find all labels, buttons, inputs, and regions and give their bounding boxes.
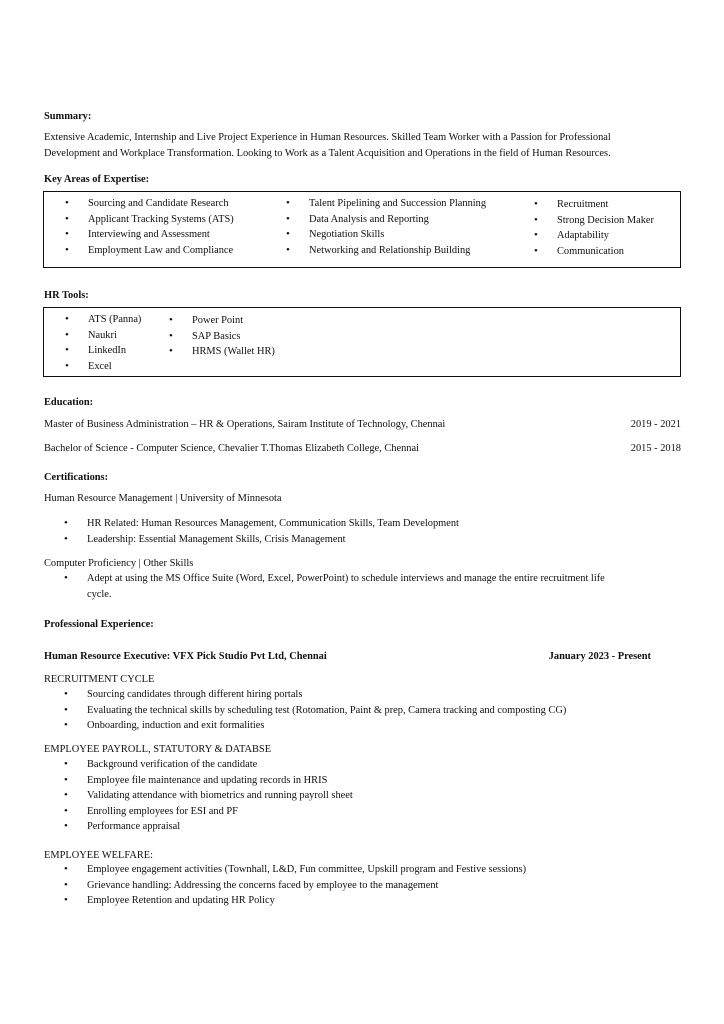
certification-group-title: Human Resource Management | University of Minnesota bbox=[44, 493, 282, 504]
list-item bbox=[64, 571, 605, 602]
list-item: • Applicant Tracking Systems (ATS) bbox=[65, 212, 234, 228]
hr-tools-box bbox=[43, 307, 681, 377]
certification-group-title: Computer Proficiency | Other Skills bbox=[44, 558, 194, 569]
education-row bbox=[44, 417, 681, 433]
experience-section-title: EMPLOYEE PAYROLL, STATUTORY & DATABSE bbox=[44, 744, 272, 755]
list-item: • ATS (Panna) bbox=[65, 312, 141, 328]
list-item: • Employee engagement activities (Townhall, L&D, Fun committee, Upskill program and Festive sessions) bbox=[64, 862, 526, 878]
list-item: • HRMS (Wallet HR) bbox=[169, 344, 275, 360]
list-item: • Networking and Relationship Building bbox=[286, 243, 486, 259]
list-item: • Data Analysis and Reporting bbox=[286, 212, 486, 228]
job-title: Human Resource Executive: VFX Pick Studio Pvt Ltd, Chennai bbox=[44, 651, 327, 662]
job-header bbox=[44, 649, 681, 665]
list-item: • Leadership: Essential Management Skills, Crisis Management bbox=[64, 532, 459, 548]
list-item: • Strong Decision Maker bbox=[534, 213, 654, 229]
list-item: • Adaptability bbox=[534, 228, 654, 244]
education-degree: Bachelor of Science - Computer Science, Chevalier T.Thomas Elizabeth College, Chennai bbox=[44, 443, 419, 454]
experience-section-list bbox=[64, 862, 526, 909]
summary-heading: Summary: bbox=[44, 111, 92, 122]
list-item: • Background verification of the candidate bbox=[64, 757, 353, 773]
expertise-column-2 bbox=[286, 196, 486, 258]
list-item: • Employee file maintenance and updating records in HRIS bbox=[64, 773, 353, 789]
expertise-column-1 bbox=[65, 196, 234, 258]
certifications-heading: Certifications: bbox=[44, 472, 109, 483]
education-degree: Master of Business Administration – HR & Operations, Sairam Institute of Technology, Chennai bbox=[44, 419, 446, 430]
experience-heading: Professional Experience: bbox=[44, 619, 154, 630]
expertise-column-3 bbox=[534, 197, 654, 259]
job-dates: January 2023 - Present bbox=[548, 651, 651, 662]
list-item: • Grievance handling: Addressing the concerns faced by employee to the management bbox=[64, 878, 526, 894]
list-item-line: cycle. bbox=[87, 588, 112, 600]
experience-section-list bbox=[64, 757, 353, 835]
expertise-box bbox=[43, 191, 681, 268]
certification-list bbox=[64, 516, 459, 547]
list-item: • Validating attendance with biometrics and running payroll sheet bbox=[64, 788, 353, 804]
education-heading: Education: bbox=[44, 397, 94, 408]
list-item: • Onboarding, induction and exit formalities bbox=[64, 718, 566, 734]
education-years: 2019 - 2021 bbox=[630, 419, 681, 430]
list-item: • Performance appraisal bbox=[64, 819, 353, 835]
list-item: • Talent Pipelining and Succession Planning bbox=[286, 196, 486, 212]
summary-line-1: Extensive Academic, Internship and Live Project Experience in Human Resources. Skilled Team Worker with a Passion for Professional bbox=[44, 132, 611, 143]
list-item: • Power Point bbox=[169, 313, 275, 329]
hr-tools-column-2 bbox=[169, 313, 275, 360]
list-item: • Recruitment bbox=[534, 197, 654, 213]
list-item: • Sourcing and Candidate Research bbox=[65, 196, 234, 212]
list-item: • Communication bbox=[534, 244, 654, 260]
experience-section-title: RECRUITMENT CYCLE bbox=[44, 674, 155, 685]
experience-section-title: EMPLOYEE WELFARE: bbox=[44, 850, 153, 861]
hr-tools-column-1 bbox=[65, 312, 141, 374]
hr-tools-heading: HR Tools: bbox=[44, 290, 89, 301]
list-item: • Naukri bbox=[65, 328, 141, 344]
education-years: 2015 - 2018 bbox=[630, 443, 681, 454]
list-item-line: Adept at using the MS Office Suite (Word, Excel, PowerPoint) to schedule interviews and manage the entire recruitment life bbox=[87, 573, 605, 584]
list-item: • LinkedIn bbox=[65, 343, 141, 359]
list-item: • HR Related: Human Resources Management, Communication Skills, Team Development bbox=[64, 516, 459, 532]
list-item: • Evaluating the technical skills by scheduling test (Rotomation, Paint & prep, Camera tracking and composting CG) bbox=[64, 703, 566, 719]
education-row bbox=[44, 441, 681, 457]
list-item: • Enrolling employees for ESI and PF bbox=[64, 804, 353, 820]
list-item: • Employment Law and Compliance bbox=[65, 243, 234, 259]
list-item: • Interviewing and Assessment bbox=[65, 227, 234, 243]
summary-line-2: Development and Workplace Transformation. Looking to Work as a Talent Acquisition and Operations in the field of Human Resources. bbox=[44, 148, 611, 159]
list-item: • Sourcing candidates through different hiring portals bbox=[64, 687, 566, 703]
experience-section-list bbox=[64, 687, 566, 734]
list-item: • Negotiation Skills bbox=[286, 227, 486, 243]
list-item: • Employee Retention and updating HR Policy bbox=[64, 893, 526, 909]
certification-list bbox=[64, 571, 605, 602]
list-item: • SAP Basics bbox=[169, 329, 275, 345]
expertise-heading: Key Areas of Expertise: bbox=[44, 174, 150, 185]
list-item: • Excel bbox=[65, 359, 141, 375]
